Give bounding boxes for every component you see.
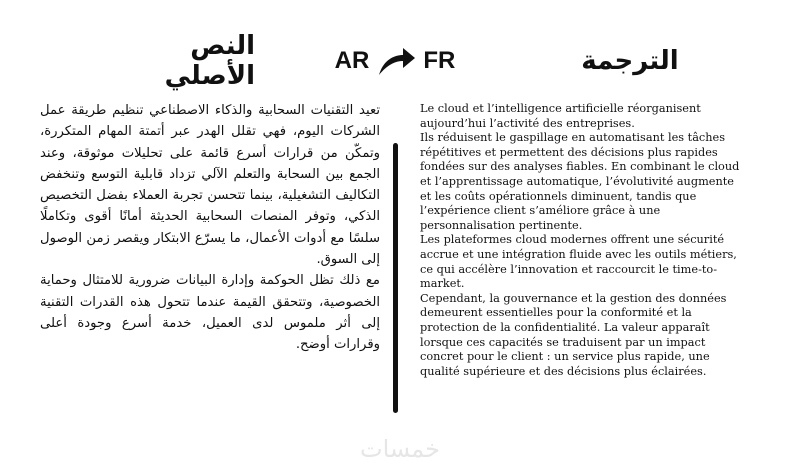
french-paragraph: Cependant, la gouvernance et la gestion des données demeurent essentielles pour la conformité et la protection de la confidentialité. La valeur apparaît lorsque ces capacités se traduisent par un impact concret pour le client : un service plus rapide, une qualité supérieure et des décisions plus éclairées.	[420, 291, 727, 378]
watermark-logo: خمسات	[359, 435, 441, 463]
original-text-heading: النص الأصلي	[164, 31, 255, 91]
target-language-label: FR	[423, 47, 456, 74]
source-language-label: AR	[334, 47, 370, 74]
french-paragraph: Ils réduisent le gaspillage en automatisant les tâches répétitives et permettent des décisions plus rapides fondées sur des analyses fiables. En combinant le cloud et l’apprentissage automatique, l’évolutivité augmente et les coûts opérationnels diminuent, tandis que l’expérience client s’améliore grâce à une personnalisation pertinente.	[420, 131, 740, 232]
arabic-paragraph: مع ذلك تظل الحوكمة وإدارة البيانات ضرورية للامتثال وحماية الخصوصية، وتتحقق القيمة عندما تتحول هذه القدرات التقنية إلى أثر ملموس لدى العميل، خدمة أسرع وجودة أعلى وقرارات أوضح.	[40, 273, 380, 353]
french-translation-text	[420, 102, 746, 417]
arabic-source-text	[40, 100, 380, 420]
arabic-paragraph: تعيد التقنيات السحابية والذكاء الاصطناعي تنظيم طريقة عمل الشركات اليوم، فهي تقلل الهدر عبر أتمتة المهام المتكررة، وتمكّن من قرارات أسرع قائمة على تحليلات موثوقة، وعند الجمع بين السحابة والتعلم الآلي تزداد قابلية التوسع وتنخفض التكاليف التشغيلية، بينما تتحسن تجربة العملاء بفضل التخصيص الذكي، وتوفر المنصات السحابية الحديثة أمانًا أقوى وتكاملًا سلسًا مع أدوات الأعمال، ما يسرّع الابتكار ويقصر زمن الوصول إلى السوق.	[40, 103, 380, 268]
column-divider	[393, 143, 398, 413]
french-paragraph: Le cloud et l’intelligence artificielle réorganisent aujourd’hui l’activité des entreprises.	[420, 102, 701, 130]
language-direction-badge	[325, 38, 465, 84]
curved-arrow-right-icon	[375, 45, 417, 77]
french-paragraph: Les plateformes cloud modernes offrent une sécurité accrue et une intégration fluide avec les outils métiers, ce qui accélère l’innovation et raccourcit le time-to-market.	[420, 233, 737, 291]
translation-heading: الترجمة	[581, 46, 679, 76]
